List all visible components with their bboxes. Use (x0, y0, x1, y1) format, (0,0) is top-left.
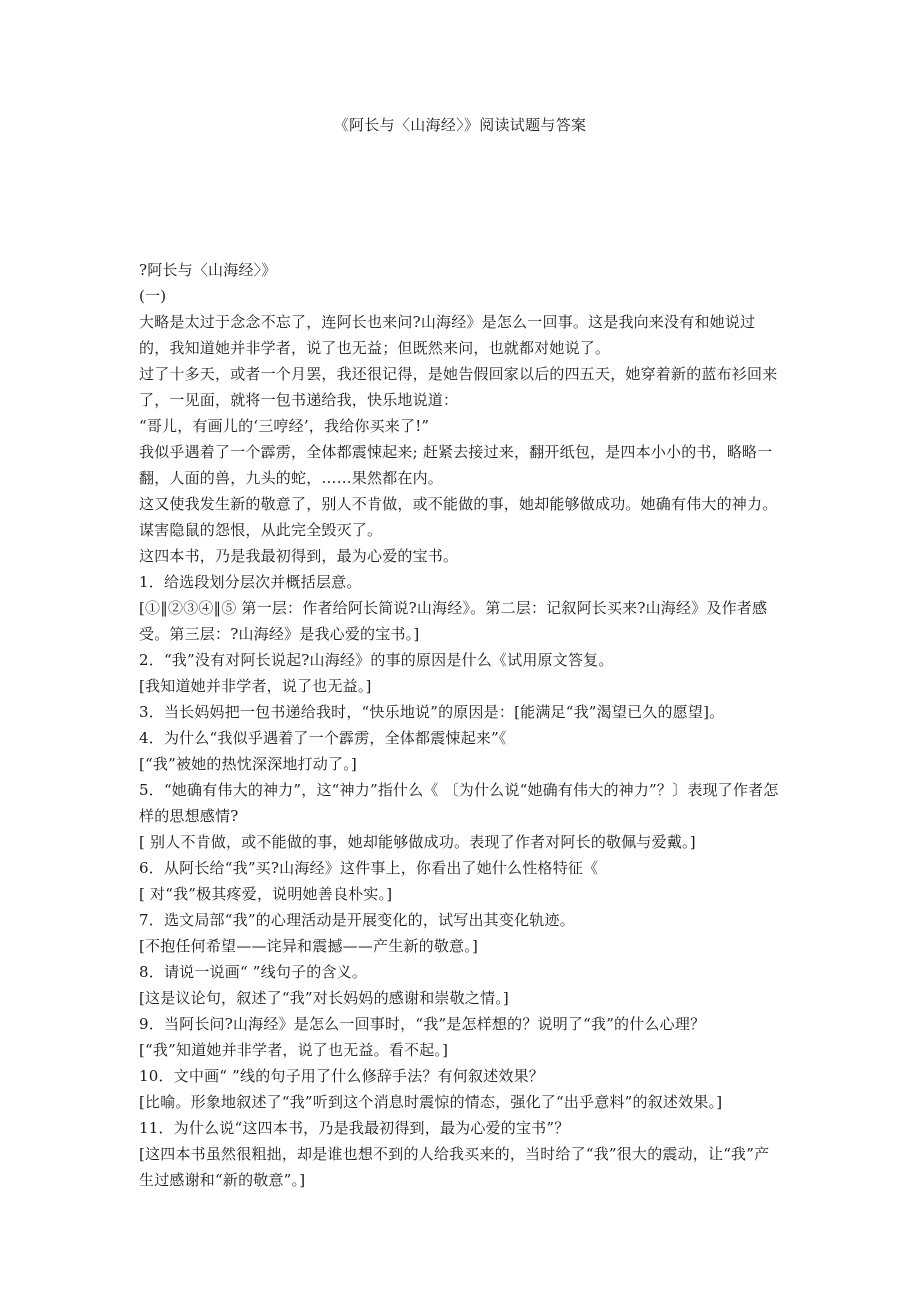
question-item: 2．“我”没有对阿长说起?山海经》的事的原因是什么《试用原文答复。 (139, 651, 614, 669)
question-item: 9．当阿长问?山海经》是怎么一回事时，“我”是怎样想的？说明了“我”的什么心理？ (139, 1015, 706, 1033)
answer-item: [“我”知道她并非学者，说了也无益。看不起。] (139, 1041, 449, 1059)
passage-paragraph: 这又使我发生新的敬意了，别人不肯做，或不能做的事，她却能够做成功。她确有伟大的神力。谋害隐鼠的怨恨，从此完全毁灭了。 (139, 495, 778, 539)
passage-paragraph: 这四本书，乃是我最初得到，最为心爱的宝书。 (139, 547, 459, 565)
question-item: 5．“她确有伟大的神力”，这“神力”指什么《 〔为什么说“她确有伟大的神力”？〕表现了作者怎样的思想感情? (139, 781, 779, 825)
section-heading: ?阿长与〈山海经〉》 (139, 261, 277, 279)
document-body (139, 257, 784, 1193)
section-number: (一) (139, 287, 167, 305)
answer-item: [ 对“我”极其疼爱，说明她善良朴实。] (139, 885, 393, 903)
document-title: 《阿长与〈山海经〉》阅读试题与答案 (333, 116, 587, 134)
question-item: 10．文中画“ ”线的句子用了什么修辞手法？有何叙述效果？ (139, 1067, 544, 1085)
question-item: 8．请说一说画“ ”线句子的含义。 (139, 963, 368, 981)
answer-item: [我知道她并非学者，说了也无益。] (139, 677, 372, 695)
question-item: 11．为什么说“这四本书，乃是我最初得到，最为心爱的宝书”？ (139, 1119, 570, 1137)
answer-item: [比喻。形象地叙述了“我”听到这个消息时震惊的情态，强化了“出乎意料”的叙述效果。] (139, 1093, 723, 1111)
question-item: 3．当长妈妈把一包书递给我时，“快乐地说”的原因是：[能满足“我”渴望已久的愿望]。 (139, 703, 725, 721)
passage-paragraph: “哥儿，有画儿的‘三哼经’，我给你买来了!” (139, 417, 430, 435)
passage-paragraph: 我似乎遇着了一个霹雳，全体都震悚起来; 赶紧去接过来，翻开纸包，是四本小小的书，略略一翻，人面的兽，九头的蛇，……果然都在内。 (139, 443, 773, 487)
answer-item: [这四本书虽然很粗拙，却是谁也想不到的人给我买来的，当时给了“我”很大的震动，让“我”产生过感谢和“新的敬意”。] (139, 1145, 770, 1189)
passage-paragraph: 大略是太过于念念不忘了，连阿长也来问?山海经》是怎么一回事。这是我向来没有和她说过的，我知道她并非学者，说了也无益；但既然来问，也就都对她说了。 (139, 313, 756, 357)
answer-item: [ 别人不肯做，或不能做的事，她却能够做成功。表现了作者对阿长的敬佩与爱戴。] (139, 833, 696, 851)
question-item: 7．选文局部“我”的心理活动是开展变化的，试写出其变化轨迹。 (139, 911, 575, 929)
answer-item: [①‖②③④‖⑤ 第一层：作者给阿长简说?山海经》。第二层：记叙阿长买来?山海经》及作者感受。第三层：?山海经》是我心爱的宝书。] (139, 599, 768, 643)
answer-item: [这是议论句，叙述了“我”对长妈妈的感谢和崇敬之情。] (139, 989, 509, 1007)
answer-item: [“我”被她的热忱深深地打动了。] (139, 755, 357, 773)
question-item: 6．从阿长给“我”买?山海经》这件事上，你看出了她什么性格特征《 (139, 859, 599, 877)
answer-item: [不抱任何希望——诧异和震撼——产生新的敬意。] (139, 937, 479, 955)
passage-paragraph: 过了十多天，或者一个月罢，我还很记得，是她告假回家以后的四五天，她穿着新的蓝布衫回来了，一见面，就将一包书递给我，快乐地说道： (139, 365, 778, 409)
question-item: 1．给选段划分层次并概括层意。 (139, 573, 362, 591)
question-item: 4．为什么“我似乎遇着了一个霹雳，全体都震悚起来”《 (139, 729, 507, 747)
